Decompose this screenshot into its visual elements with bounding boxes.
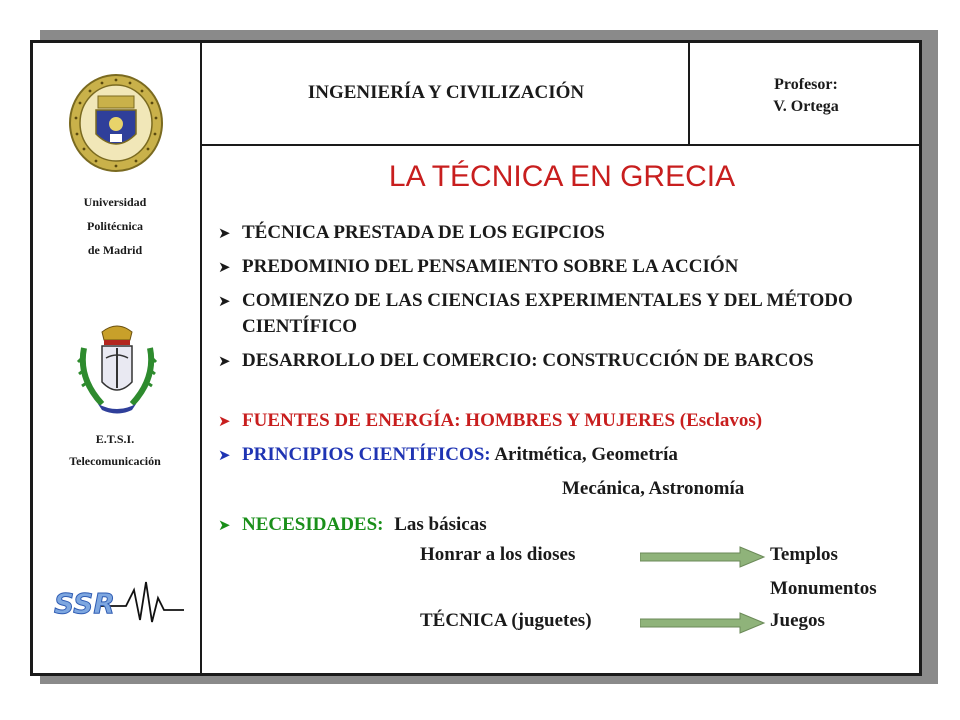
university-line-1: Universidad: [83, 195, 147, 209]
bullet-text: FUENTES DE ENERGÍA: HOMBRES Y MUJERES (Esclavos): [242, 410, 763, 431]
needs-row-2-right: Monumentos: [770, 578, 877, 599]
needs-row-1-right: Templos: [770, 544, 838, 565]
bullet-4: [218, 348, 910, 374]
principles-line-2: Mecánica, Astronomía: [562, 478, 745, 499]
bullet-arrow-icon: ➤: [218, 446, 231, 464]
principles-line-1: Aritmética, Geometría: [494, 444, 678, 465]
professor-name: V. Ortega: [773, 98, 839, 115]
left-divider: [200, 43, 202, 673]
school-line-2: Telecomunicación: [69, 454, 161, 468]
course-title: INGENIERÍA Y CIVILIZACIÓN: [307, 82, 585, 103]
bullet-1: [218, 220, 910, 246]
right-arrow-icon: [640, 612, 766, 634]
right-arrow-icon: [640, 546, 766, 568]
bullet-text: PREDOMINIO DEL PENSAMIENTO SOBRE LA ACCIÓN: [242, 256, 739, 277]
bullet-3: [218, 288, 910, 340]
needs-row-1-left: Honrar a los dioses: [420, 544, 576, 565]
bullet-arrow-icon: ➤: [218, 412, 231, 430]
professor-label: Profesor:: [774, 76, 838, 93]
header-divider: [202, 144, 920, 146]
bullet-text: TÉCNICA PRESTADA DE LOS EGIPCIOS: [242, 222, 605, 243]
university-line-3: de Madrid: [87, 243, 143, 257]
needs-row-3-left: TÉCNICA (juguetes): [420, 610, 592, 631]
bullet-text: COMIENZO DE LAS CIENCIAS EXPERIMENTALES Y DEL MÉTODO CIENTÍFICO: [242, 290, 853, 337]
bullet-arrow-icon: ➤: [218, 292, 231, 310]
bullet-text: DESARROLLO DEL COMERCIO: CONSTRUCCIÓN DE BARCOS: [242, 350, 814, 371]
bullet-arrow-icon: ➤: [218, 352, 231, 370]
upm-seal-icon: [66, 72, 166, 174]
needs-row-3-right: Juegos: [770, 610, 825, 631]
school-name: [30, 428, 200, 472]
bullet-arrow-icon: ➤: [218, 224, 231, 242]
professor-block: [690, 74, 922, 118]
university-line-2: Politécnica: [87, 219, 143, 233]
university-name: [30, 190, 200, 262]
bullet-needs: [218, 512, 910, 538]
needs-basic: Las básicas: [394, 514, 487, 535]
bullet-arrow-icon: ➤: [218, 516, 231, 534]
bullet-2: [218, 254, 910, 280]
principles-label: PRINCIPIOS CIENTÍFICOS:: [242, 444, 491, 465]
bullet-5: [218, 408, 910, 434]
needs-label: NECESIDADES:: [242, 514, 384, 535]
slide-title: LA TÉCNICA EN GRECIA: [388, 160, 736, 193]
bullet-principles: [218, 442, 910, 468]
bullet-arrow-icon: ➤: [218, 258, 231, 276]
ssr-logo-text: SSR: [54, 587, 115, 620]
etsit-crest-icon: [76, 318, 158, 418]
school-line-1: E.T.S.I.: [95, 432, 135, 446]
ssr-logo-icon: [48, 576, 188, 628]
